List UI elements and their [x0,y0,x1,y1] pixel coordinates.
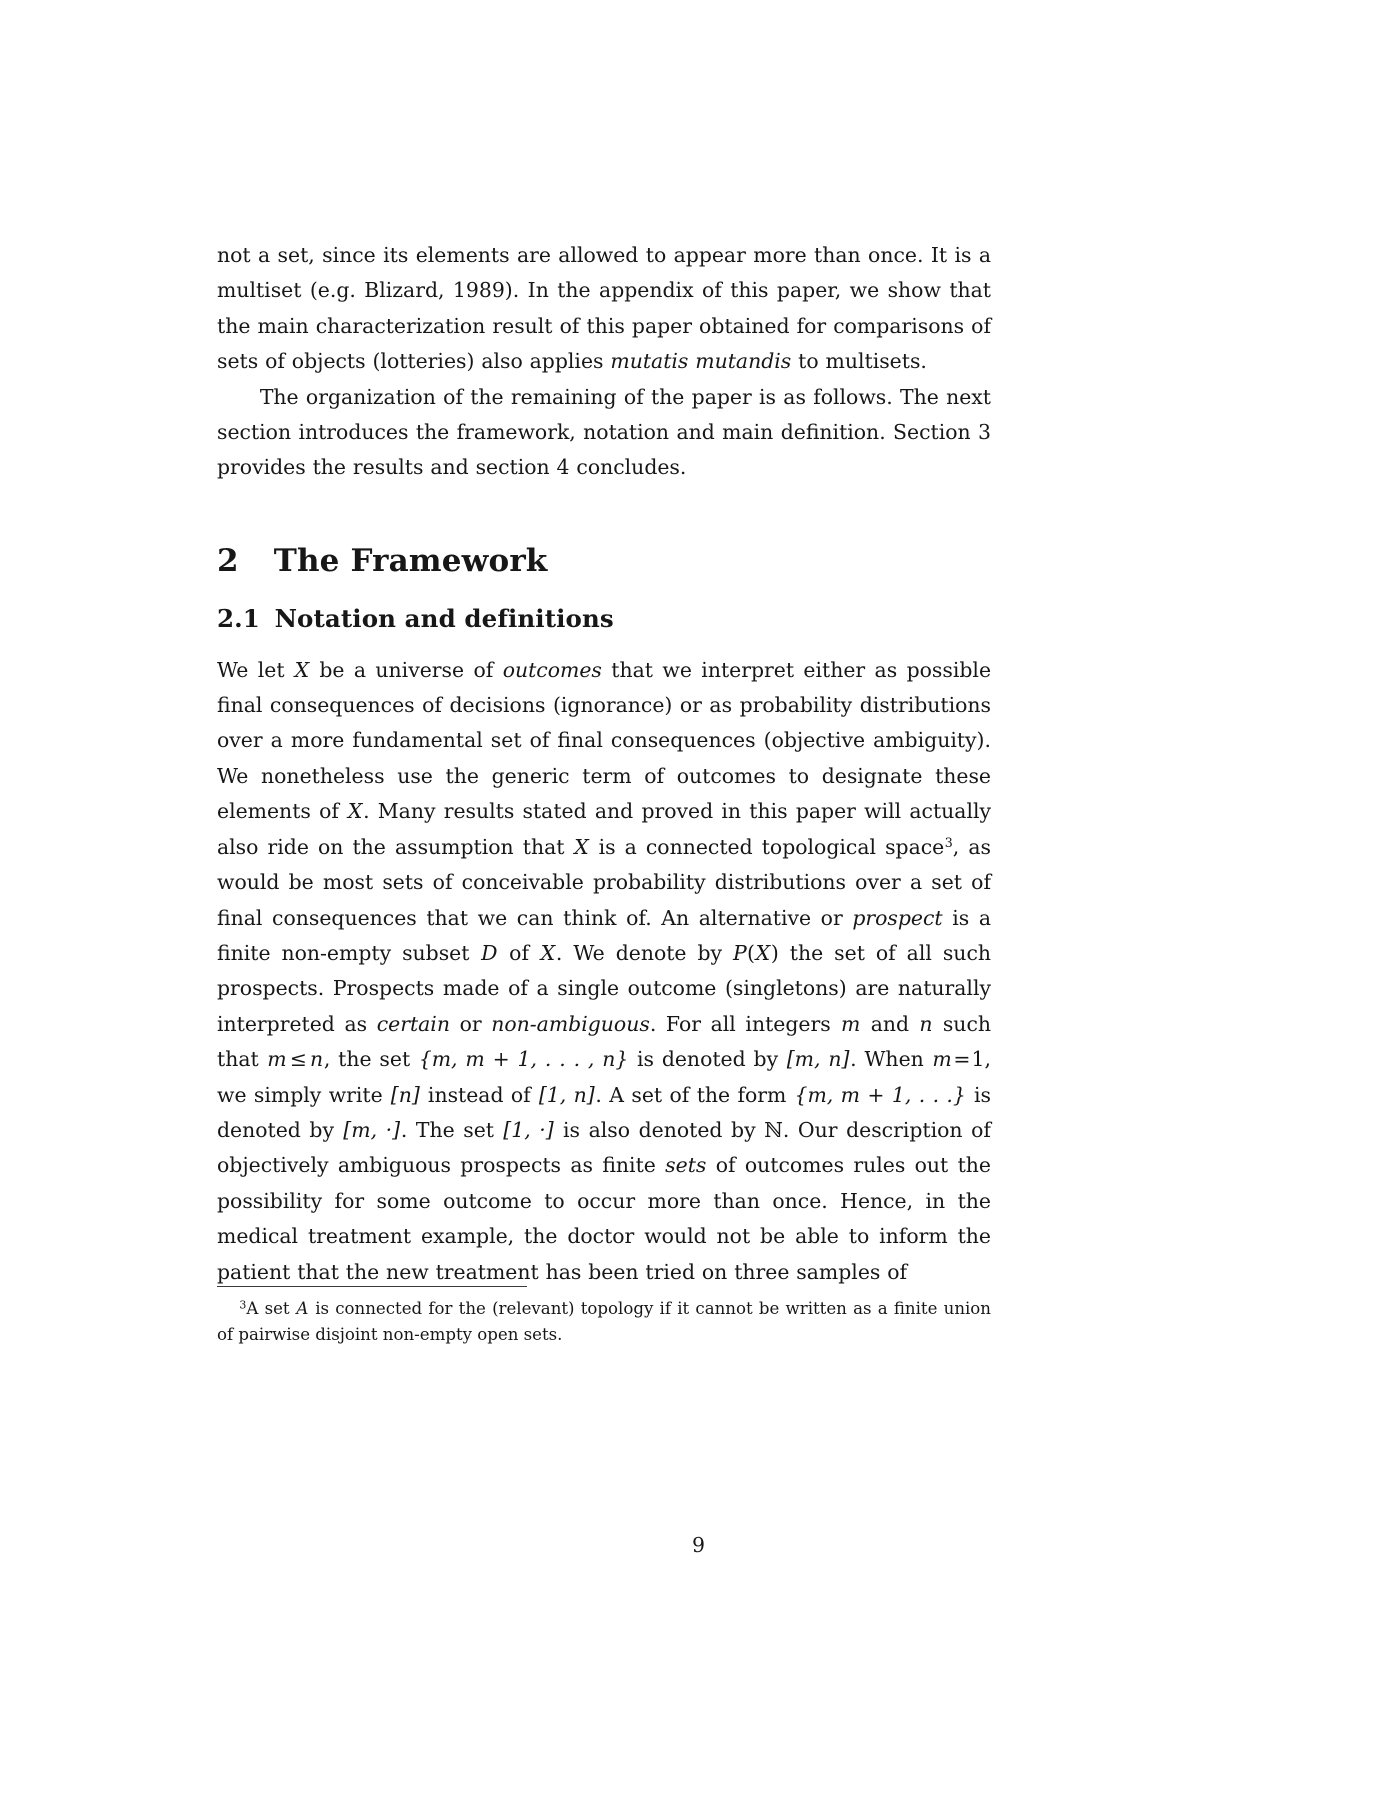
text-run: is denoted by [217,1082,991,1142]
text-run: such that [217,1011,991,1072]
text-run: . We denote by [555,940,734,965]
text-run: that we interpret either as possible final consequences of decisions (ignorance) or as probability distributions over a more fundamental set of final consequences (objective ambiguity). We nonetheless use the generic term of outcomes to designate these elements of [217,657,992,824]
text-run: of outcomes rules out the possibility for some outcome to occur more than once. Hence, in the medical treatment example, the doctor would not be able to inform the patient that the new treatment has been tried on three samples of [217,1153,991,1284]
paragraph-organization-of-paper: The organization of the remaining of the paper is as follows. The next section introduces the framework, notation and main definition. Section 3 provides the results and section 4 concludes. [217,384,991,480]
page-number [0,1535,1391,1555]
math-set-m-infinite: {m, m + 1, . . .} [794,1082,966,1107]
math-variable-a: A [296,1299,309,1318]
math-variable-n: n [309,1047,324,1072]
page-text-block [217,238,991,1290]
math-paren-open: ( [746,940,755,965]
text-run: . A set of the form [595,1082,794,1107]
paragraph-notation-and-definitions [217,653,991,1290]
footnote-text-run: A set [246,1299,296,1318]
math-operator-less-equal: ≤ [289,1047,307,1072]
math-variable-n: n [919,1011,933,1036]
subsection-number: 2.1 [217,604,260,634]
emphasis-non-ambiguous: non-ambiguous [491,1011,650,1036]
text-run: or [449,1011,492,1036]
math-variable-x: X [294,657,310,682]
math-variable-m: m [267,1047,287,1072]
math-variable-x: X [755,940,771,965]
text-run: , the set [323,1047,419,1072]
math-variable-x: X [347,799,363,824]
math-variable-x: X [574,834,589,859]
emphasis-prospect: prospect [852,905,943,930]
footnote-separator-rule [217,1286,527,1287]
section-number: 2 [217,542,239,579]
footnote-reference-marker[interactable]: 3 [944,835,953,851]
text-run: instead of [420,1082,539,1107]
section-heading-2 [217,544,991,580]
text-run: . When [850,1047,932,1072]
text-run: be a universe of [309,657,503,682]
text-run: , we simply write [217,1047,991,1107]
footnote-number: 3 [239,1298,247,1312]
math-interval-n: [n] [390,1082,420,1107]
math-calligraphic-p: P [733,940,747,965]
section-title: The Framework [273,542,548,579]
emphasis-certain: certain [376,1011,450,1036]
math-interval-1-dot: [1, ·] [503,1117,554,1142]
page-number-value: 9 [692,1533,705,1557]
subsection-heading-2-1 [217,605,991,633]
math-variable-d: D [481,940,498,965]
math-set-m-to-n: {m, m + 1, . . . , n} [418,1047,629,1072]
paragraph-1-run-1: not a set, since its elements are allowed to appear more than once. It is a multiset (e.g. Blizard, 1989). In the appendix of this paper, we show that the main characterization result of this paper obtained for comparisons of sets of objects (lotteries) also applies [217,243,991,374]
math-variable-m: m [841,1011,861,1036]
text-run: is a finite non-empty subset [217,905,991,965]
text-run: . Many results stated and proved in this paper will actually also ride on the assumption that [217,799,992,859]
paragraph-1-run-3: to multisets. [791,349,927,374]
text-run: , as would be most sets of conceivable probability distributions over a set of final consequences that we can think of. An alternative or [217,834,991,930]
math-interval-m-dot: [m, ·] [343,1117,401,1142]
math-variable-m: m [932,1047,952,1072]
math-variable-x: X [540,940,556,965]
footnote-text-run: is connected for the (relevant) topology if it cannot be written as a finite union of pairwise disjoint non-empty open sets. [217,1299,991,1344]
math-interval-1-n: [1, n] [538,1082,595,1107]
footnote-area [217,1286,991,1347]
math-operator-equals: = [953,1047,971,1072]
text-run: . Our description of objectively ambiguous prospects as finite [217,1117,991,1178]
math-blackboard-n: ℕ [764,1117,783,1142]
emphasis-sets: sets [665,1153,707,1178]
paragraph-multiset-continuation [217,238,991,380]
emphasis-outcomes: outcomes [502,657,602,682]
math-number-one: 1 [971,1047,985,1072]
text-run: is denoted by [629,1047,786,1072]
paragraph-1-emphasis-mutatis-mutandis: mutatis mutandis [610,349,792,374]
text-run: is a connected topological space [589,834,945,859]
text-run: . The set [400,1117,503,1142]
text-run: and [861,1011,919,1036]
text-run: is also denoted by [554,1117,765,1142]
text-run: We let [217,657,294,682]
text-run: . For all integers [649,1011,841,1036]
spacer-after-section [217,579,991,605]
footnote-3 [217,1296,991,1347]
math-interval-m-n: [m, n] [786,1047,850,1072]
spacer-after-subsection [217,634,991,653]
spacer-before-section [217,486,991,544]
text-run: the set of all such prospects. Prospects made of a single outcome (singletons) are naturally interpreted as [217,940,991,1036]
subsection-title: Notation and definitions [274,604,614,634]
text-run: of [498,940,540,965]
math-paren-close: ) [770,940,779,965]
